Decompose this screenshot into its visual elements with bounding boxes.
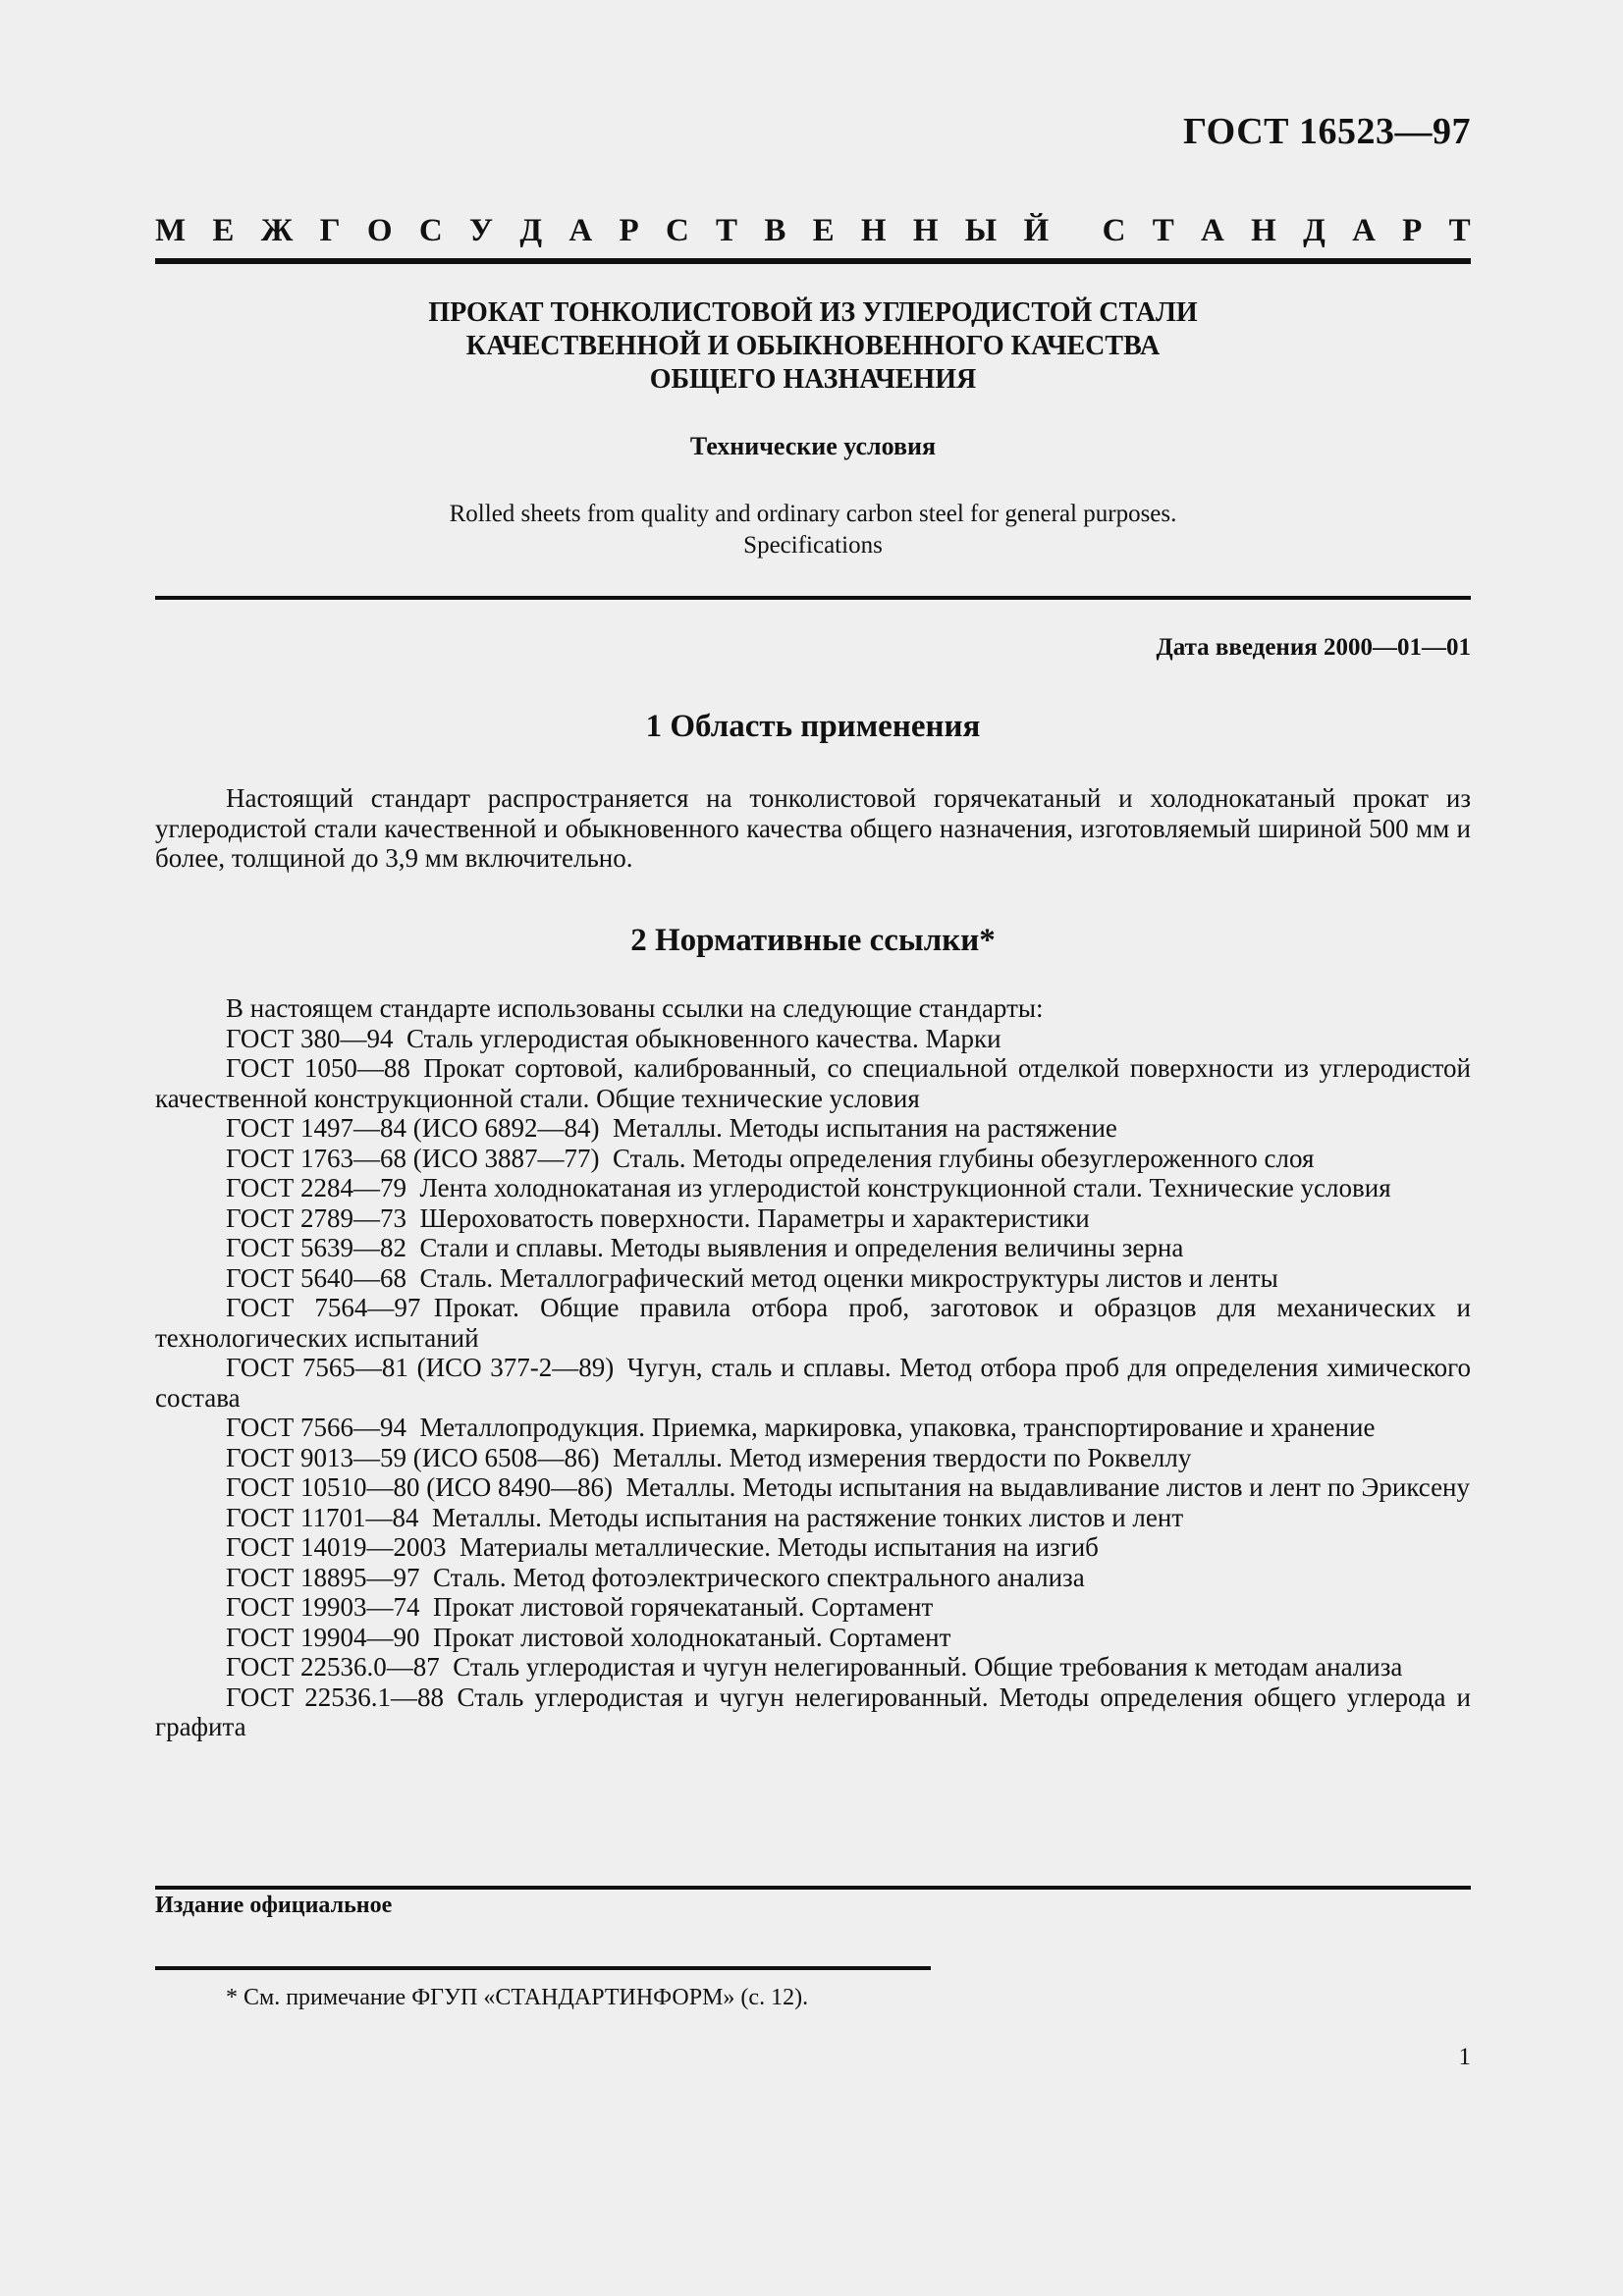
reference-code: ГОСТ 22536.0—87 xyxy=(226,1652,440,1682)
reference-item xyxy=(155,1173,1471,1203)
scope-paragraph: Настоящий стандарт распространяется на тонколистовой горячекатаный и холоднокатаный прокат из углеродистой стали качественной и обыкновенного качества общего назначения, изготовляемый шириной 500 мм и более, толщиной до 3,9 мм включительно. xyxy=(155,783,1471,873)
reference-code: ГОСТ 14019—2003 xyxy=(226,1532,447,1562)
reference-title: Сталь углеродистая и чугун нелегированный. Общие требования к методам анализа xyxy=(453,1652,1403,1682)
reference-title: Сталь. Методы определения глубины обезуглероженного слоя xyxy=(613,1143,1315,1173)
english-title xyxy=(155,499,1471,561)
official-edition-label: Издание официальное xyxy=(155,1893,393,1918)
standard-type-letter: Ы xyxy=(964,213,998,248)
standard-type-letter: Ж xyxy=(260,213,294,248)
reference-item xyxy=(155,1413,1471,1443)
standard-type-letter: С xyxy=(665,213,689,248)
reference-title: Металлопродукция. Приемка, маркировка, упаковка, транспортирование и хранение xyxy=(419,1413,1376,1442)
standard-type-letter: Й xyxy=(1023,213,1050,248)
reference-title: Лента холоднокатаная из углеродистой конструкционной стали. Технические условия xyxy=(419,1173,1391,1202)
standard-type-letter: А xyxy=(1201,213,1224,248)
reference-code: ГОСТ 22536.1—88 xyxy=(226,1682,445,1712)
reference-code: ГОСТ 11701—84 xyxy=(226,1502,419,1532)
header-rule xyxy=(155,258,1471,264)
reference-title: Металлы. Методы испытания на растяжение тонких листов и лент xyxy=(432,1502,1184,1532)
standard-type-letter: Н xyxy=(912,213,939,248)
reference-title: Металлы. Метод измерения твердости по Роквеллу xyxy=(613,1442,1192,1472)
reference-item xyxy=(155,1293,1471,1353)
reference-code: ГОСТ 10510—80 (ИСО 8490—86) xyxy=(226,1472,614,1502)
reference-code: ГОСТ 2789—73 xyxy=(226,1202,407,1233)
reference-title: Чугун, сталь и сплавы. Метод отбора проб для определения химического состава xyxy=(155,1353,1471,1413)
reference-item xyxy=(155,1353,1471,1413)
reference-code: ГОСТ 380—94 xyxy=(226,1023,394,1053)
document-number: ГОСТ 16523—97 xyxy=(1182,111,1471,152)
reference-item xyxy=(155,1682,1471,1742)
footnote-rule xyxy=(155,1966,931,1970)
reference-item xyxy=(155,1144,1471,1174)
reference-item xyxy=(155,1113,1471,1144)
standard-type-letter: Д xyxy=(519,213,543,248)
reference-title: Прокат. Общие правила отбора проб, заготовок и образцов для механических и технологических испытаний xyxy=(155,1293,1471,1353)
reference-code: ГОСТ 5639—82 xyxy=(226,1233,407,1262)
standard-type-letter: В xyxy=(764,213,786,248)
reference-title: Прокат листовой горячекатаный. Сортамент xyxy=(433,1592,934,1622)
reference-item xyxy=(155,1053,1471,1113)
introduction-date: Дата введения 2000—01—01 xyxy=(1156,634,1471,661)
reference-code: ГОСТ 7564—97 xyxy=(226,1293,421,1322)
reference-title: Стали и сплавы. Методы выявления и определения величины зерна xyxy=(419,1233,1184,1262)
reference-code: ГОСТ 18895—97 xyxy=(226,1562,420,1592)
reference-item xyxy=(155,1472,1471,1503)
standard-type-letter: Г xyxy=(319,213,341,248)
reference-code: ГОСТ 7565—81 (ИСО 377-2—89) xyxy=(226,1353,615,1382)
reference-code: ГОСТ 1050—88 xyxy=(226,1053,410,1083)
reference-item xyxy=(155,1563,1471,1593)
english-title-line: Specifications xyxy=(743,532,883,559)
references-intro: В настоящем стандарте использованы ссылки на следующие стандарты: xyxy=(226,993,1044,1023)
reference-item xyxy=(155,1203,1471,1234)
reference-code: ГОСТ 5640—68 xyxy=(226,1262,407,1293)
reference-item xyxy=(155,1652,1471,1682)
english-title-line: Rolled sheets from quality and ordinary carbon steel for general purposes. xyxy=(449,501,1177,527)
reference-item xyxy=(155,1623,1471,1653)
reference-code: ГОСТ 7566—94 xyxy=(226,1413,407,1442)
section-heading-scope: 1 Область применения xyxy=(645,709,981,744)
reference-code: ГОСТ 19904—90 xyxy=(226,1622,420,1652)
standard-type-letter: С xyxy=(1102,213,1126,248)
references-list xyxy=(155,993,1471,1742)
standard-type-letter: Т xyxy=(1448,213,1471,248)
reference-title: Сталь. Метод фотоэлектрического спектрального анализа xyxy=(433,1562,1085,1592)
reference-code: ГОСТ 1497—84 (ИСО 6892—84) xyxy=(226,1113,600,1143)
footnote: * См. примечание ФГУП «СТАНДАРТИНФОРМ» (с. 12). xyxy=(226,1985,809,2010)
reference-item xyxy=(155,1532,1471,1563)
standard-type-letter: С xyxy=(418,213,443,248)
reference-title: Материалы металлические. Методы испытания на изгиб xyxy=(460,1532,1099,1562)
standard-type-letter: У xyxy=(468,213,494,248)
section-heading-references: 2 Нормативные ссылки* xyxy=(630,923,996,958)
reference-title: Шероховатость поверхности. Параметры и характеристики xyxy=(419,1202,1090,1233)
title-rule xyxy=(155,596,1471,600)
standard-type-letter: Н xyxy=(860,213,887,248)
standard-type-letter: М xyxy=(155,213,187,248)
title-line: КАЧЕСТВЕННОЙ И ОБЫКНОВЕННОГО КАЧЕСТВА xyxy=(465,331,1161,361)
standard-type-letter: О xyxy=(366,213,393,248)
reference-title: Сталь углеродистая обыкновенного качества. Марки xyxy=(406,1023,1001,1053)
reference-item xyxy=(155,1263,1471,1294)
standard-type-letter: Т xyxy=(716,213,738,248)
standard-type-heading xyxy=(155,213,1471,249)
reference-item xyxy=(155,1592,1471,1623)
reference-title: Металлы. Методы испытания на выдавливание листов и лент по Эриксену xyxy=(625,1472,1471,1502)
reference-item xyxy=(155,1233,1471,1263)
standard-type-letter: Р xyxy=(619,213,639,248)
reference-title: Прокат сортовой, калиброванный, со специальной отделкой поверхности из углеродистой качественной конструкционной стали. Общие технические условия xyxy=(155,1053,1471,1113)
standard-type-letter: А xyxy=(568,213,593,248)
page-number: 1 xyxy=(1458,2044,1471,2070)
document-page xyxy=(155,0,1471,2296)
reference-code: ГОСТ 2284—79 xyxy=(226,1173,407,1202)
reference-code: ГОСТ 19903—74 xyxy=(226,1592,420,1622)
reference-title: Сталь. Металлографический метод оценки микроструктуры листов и ленты xyxy=(419,1262,1278,1293)
reference-title: Прокат листовой холоднокатаный. Сортамент xyxy=(433,1622,951,1652)
standard-type-letter: А xyxy=(1352,213,1376,248)
reference-title: Сталь углеродистая и чугун нелегированный. Методы определения общего углерода и графита xyxy=(155,1682,1471,1741)
reference-item xyxy=(155,1503,1471,1533)
standard-type-letter: Е xyxy=(212,213,235,248)
reference-title: Металлы. Методы испытания на растяжение xyxy=(613,1113,1117,1143)
reference-code: ГОСТ 9013—59 (ИСО 6508—86) xyxy=(226,1442,600,1472)
title-line: ПРОКАТ ТОНКОЛИСТОВОЙ ИЗ УГЛЕРОДИСТОЙ СТАЛИ xyxy=(428,297,1198,328)
reference-code: ГОСТ 1763—68 (ИСО 3887—77) xyxy=(226,1143,600,1173)
standard-type-letter: Е xyxy=(812,213,835,248)
title-block xyxy=(155,296,1471,561)
reference-item xyxy=(155,1443,1471,1473)
title-line: ОБЩЕГО НАЗНАЧЕНИЯ xyxy=(649,364,977,395)
footer-rule xyxy=(155,1886,1471,1890)
reference-item xyxy=(155,1024,1471,1054)
standard-type-letter: Д xyxy=(1303,213,1325,248)
standard-type-letter: Н xyxy=(1251,213,1276,248)
document-subtitle: Технические условия xyxy=(689,432,937,460)
standard-type-letter: Т xyxy=(1152,213,1174,248)
standard-type-letter: Р xyxy=(1402,213,1423,248)
